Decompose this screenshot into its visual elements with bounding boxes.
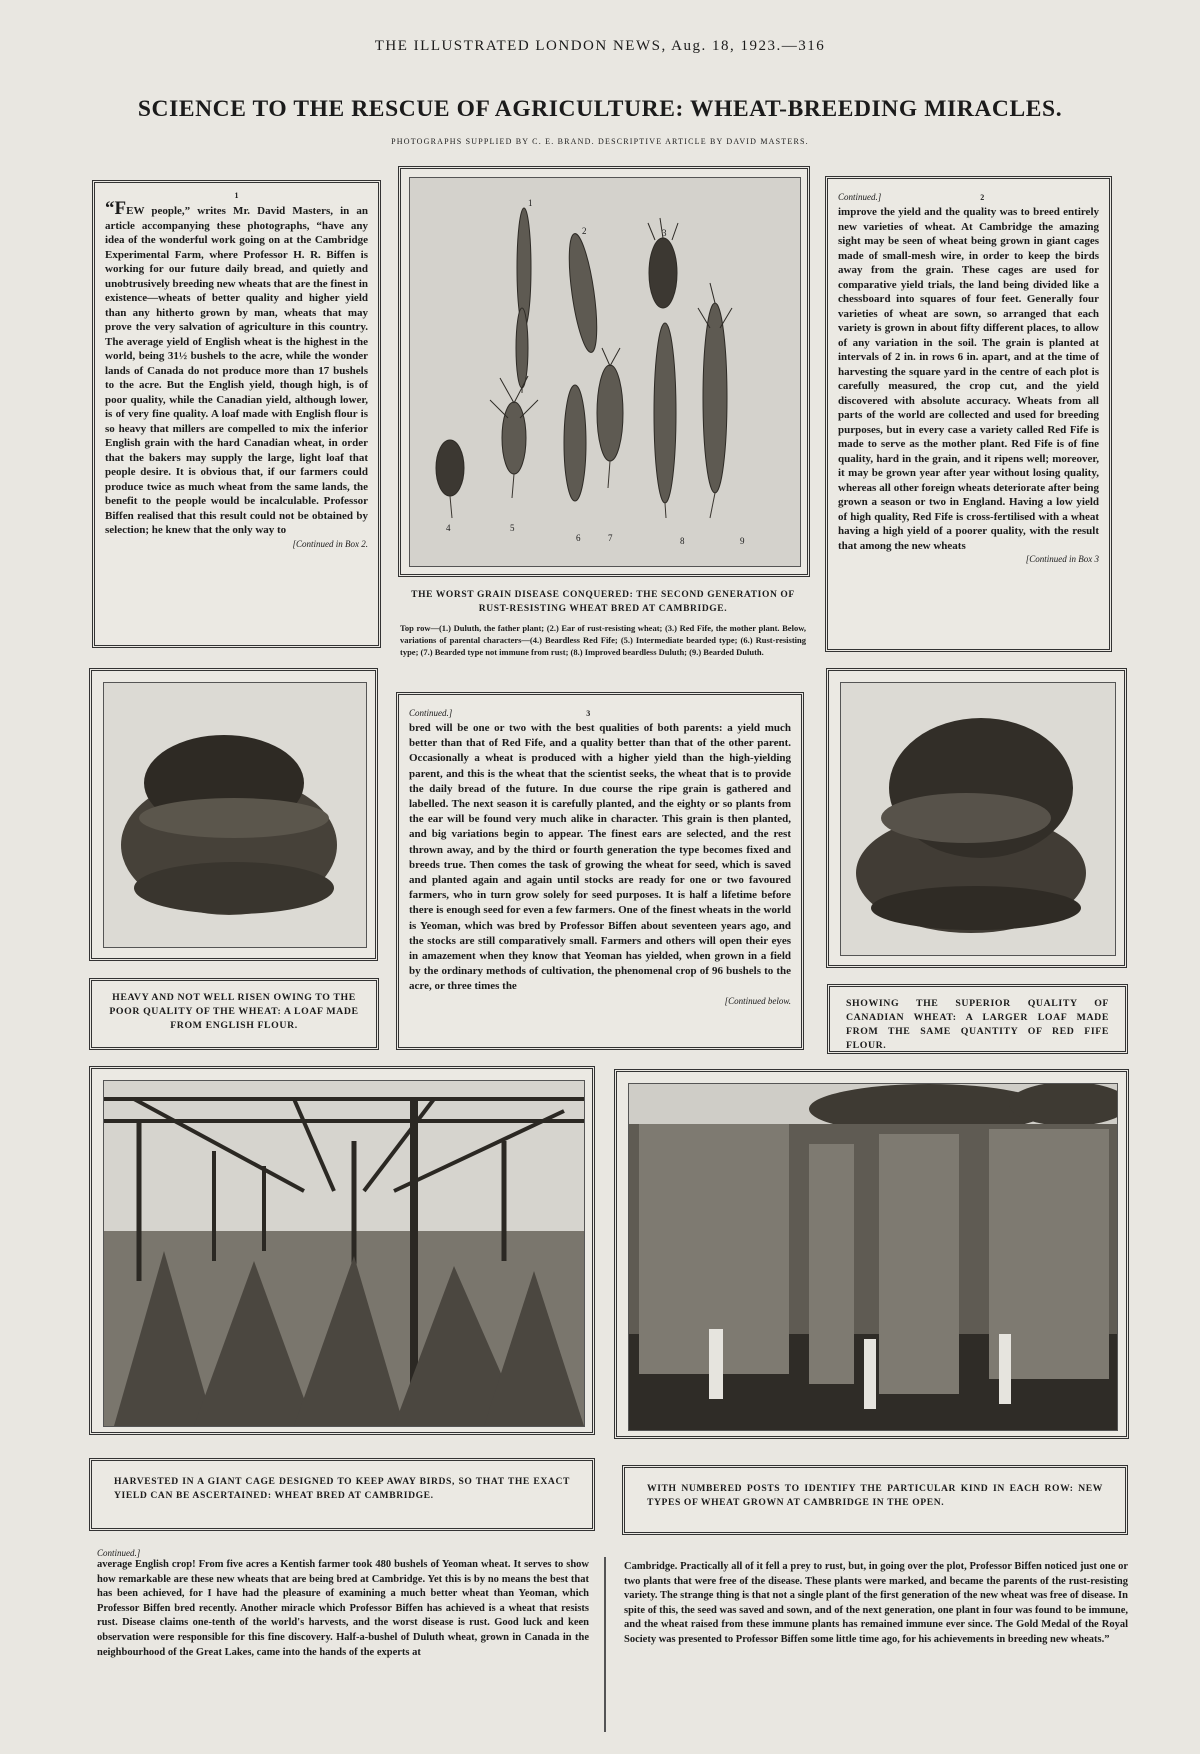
page-header: THE ILLUSTRATED LONDON NEWS, Aug. 18, 1923.—316 [374,38,826,54]
field-illustration [629,1084,1117,1430]
english-loaf-caption: HEAVY AND NOT WELL RISEN OWING TO THE POOR QUALITY OF THE WHEAT: A LOAF MADE FROM ENGLISH FLOUR. [109,992,359,1031]
field-caption: WITH NUMBERED POSTS TO IDENTIFY THE PARTICULAR KIND IN EACH ROW: NEW TYPES OF WHEAT GROWN AT CAMBRIDGE IN THE OPEN. [647,1483,1103,1508]
english-loaf-photo [103,682,367,948]
continued-label: Continued.] [97,1548,141,1558]
ear-number-4: 4 [446,523,451,533]
field-photo-frame [614,1069,1129,1439]
canadian-loaf-caption-box [827,984,1128,1054]
article-box-3 [396,692,804,1050]
cage-photo [103,1080,585,1427]
continued-label: Continued.] [838,192,882,202]
english-loaf-caption-box [89,978,379,1050]
article-box-2 [825,176,1112,652]
wheat-ears-illustration [410,178,800,566]
article-box-1 [92,180,381,648]
wheat-ears-photo-frame [398,166,810,577]
box-3-heading [409,703,791,721]
field-caption-box [622,1465,1128,1535]
english-loaf-illustration [104,683,366,947]
canadian-loaf-illustration [841,683,1115,955]
continued-note: [Continued below. [724,995,791,1006]
canadian-loaf-caption: SHOWING THE SUPERIOR QUALITY OF CANADIAN WHEAT: A LARGER LOAF MADE FROM THE SAME QUANTITY OF RED FIFE FLOUR. [846,998,1109,1051]
ear-number-3: 3 [662,228,667,238]
wheat-ears-caption: THE WORST GRAIN DISEASE CONQUERED: THE SECOND GENERATION OF RUST-RESISTING WHEAT BRED AT CAMBRIDGE. [411,590,795,614]
wheat-ears-caption-block [400,588,806,678]
box-number: 3 [586,709,591,718]
ear-number-2: 2 [582,226,587,236]
box-1-text [105,198,368,538]
continued-label: Continued.] [409,708,453,718]
continued-note: [Continued in Box 2. [292,538,368,549]
box-3-body: bred will be one or two with the best qualities of both parents: a yield much better than that of Red Fife, and a quality better than that of the other parent. Occasionally a wheat is produced with a higher yield than the high-yielding parent, and this is the wheat that the scientist seeks, the wheat that is to provide the daily bread of the future. In due course the ripe grain is gathered and labelled. The next season it is carefully planted, and the eighty or so plants from the ear will be found very much alike in character. This grain is then planted, and big variations begin to appear. The finest ears are selected, and the rest thrown away, and by the third or fourth generation the type becomes fixed and breeds true. Then comes the task of growing the wheat for seed, which is saved and planted again and again until stocks are ready for one or two favoured farmers, who in turn grow solely for seed purposes. It is half a lifetime before there is enough seed for even a few farmers. One of the finest wheats in the world is Yeoman, which was bred by Professor Biffen about seventeen years ago, and the stocks are still comparatively small. Farmers and others will open their eyes in amazement when they know that Yeoman has yielded, when grown in a field by the ordinary methods of cultivation, the phenomenal crop of 96 bushels to the acre, or three times the [409,722,791,993]
box-2-heading [838,187,1099,205]
cage-photo-frame [89,1066,595,1435]
ear-number-6: 6 [576,533,581,543]
bottom-column-2-text: Cambridge. Practically all of it fell a prey to rust, but, in going over the plot, Professor Biffen noticed just one or two plants that were free of the disease. These plants were marked, and became the parents of the rust-resisting variety. The strange thing is that not a single plant of the first generation of the new wheat was free of disease. In spite of this, the seed was saved and sown, and of the next generation, one plant in four was found to be immune, and the wheat raised from these immune plants has remained immune ever since. The Gold Medal of the Royal Society was presented to Professor Biffen some little time ago, for his achievements in breeding new wheats.” [624,1561,1128,1645]
continued-note: [Continued in Box 3 [1025,554,1099,564]
english-loaf-photo-frame [89,668,378,961]
ear-number-5: 5 [510,523,515,533]
box-number: 1 [234,191,239,200]
box-1-body: EW people,” writes Mr. David Masters, in an article accompanying these photographs, “have any idea of the wonderful work going on at the Cambridge Experimental Farm, where Professor H. R. Biffen is working for our future daily bread, and quietly and unobtrusively breeding new wheats that are the finest in existence—wheats of better quality and higher yield than any hitherto grown by man, wheats that may prove the very salvation of agriculture in this country. The average yield of English wheat is the highest in the world, being 31½ bushels to the acre, while the wonder lands of Canada do not produce more than 17 bushels to the acre. But the English yield, though high, is of poor quality, while the Canadian yield, although lower, is of very fine quality. A loaf made with English flour is so heavy that millers are compelled to mix the inferior English grain with the hard Canadian wheat, in order that the bakers may supply the large, light loaf that people desire. It is obvious that, if our farmers could produce twice as much wheat from the same lands, the benefit to the people would be incalculable. Professor Biffen realised that this result could not be obtained by selection; he knew that the only way to [105,205,368,536]
box-number: 2 [980,193,985,202]
ear-number-8: 8 [680,536,685,546]
ear-number-9: 9 [740,536,745,546]
drop-cap: “F [105,198,127,219]
page-title: SCIENCE TO THE RESCUE OF AGRICULTURE: WHEAT-BREEDING MIRACLES. [137,96,1063,122]
box-2-body: improve the yield and the quality was to breed entirely new varieties of wheat. At Cambridge the amazing sight may be seen of wheat being grown in giant cages made of small-mesh wire, in order to keep the birds away from the grain. These cages are used for comparative yield trials, the land being divided like a chessboard into squares of four feet. Generally four varieties of wheat are sown, so arranged that each variety is grown in about fifty different places, to allow of any variation in the soil. The grain is planted at intervals of 2 in. in rows 6 in. apart, and at the time of harvesting the square yard in the centre of each plot is carefully measured, the crop cut, and the yield discovered with absolute accuracy. Wheats from all parts of the world are collected and used for breeding purposes, but in every case a variety called Red Fife is made to serve as the mother plant. Red Fife is of fine quality, hard in the grain, and it ripens well; moreover, it may be grown year after year without losing quality, whereas all other foreign wheats deteriorate after being grown a season or two in England. Having a low yield of high quality, Red Fife is cross-fertilised with a wheat having a high yield of a poorer quality, with the result that among the new wheats [838,206,1099,552]
field-photo [628,1083,1118,1431]
cage-caption-box [89,1458,595,1531]
column-divider [604,1557,606,1732]
ear-number-7: 7 [608,533,613,543]
bottom-column-1 [97,1548,589,1748]
wheat-ears-subcaption: Top row—(1.) Duluth, the father plant; (2.) Ear of rust-resisting wheat; (3.) Red Fife, the mother plant. Below, variations of parental characters—(4.) Beardless Red Fife; (5.) Intermediate bearded type; (6.) Rust-resisting type; (7.) Bearded type not immune from rust; (8.) Improved beardless Duluth; (9.) Bearded Duluth. [400,623,806,657]
cage-caption: HARVESTED IN A GIANT CAGE DESIGNED TO KEEP AWAY BIRDS, SO THAT THE EXACT YIELD CAN BE ASCERTAINED: WHEAT BRED AT CAMBRIDGE. [114,1476,570,1501]
ear-number-1: 1 [528,198,533,208]
bottom-column-2 [624,1560,1128,1750]
page-credits: PHOTOGRAPHS SUPPLIED BY C. E. BRAND. DESCRIPTIVE ARTICLE BY DAVID MASTERS. [391,137,809,146]
canadian-loaf-photo [840,682,1116,956]
bottom-column-1-text: average English crop! From five acres a Kentish farmer took 480 bushels of Yeoman wheat. It serves to show how remarkable are these new wheats that are being bred at Cambridge. Yet this is by no means the best that has been achieved, for I have had the pleasure of examining a much better wheat than Yeoman, which Professor Biffen bred recently. Another miracle which Professor Biffen has achieved is a wheat that resists rust. Disease claims one-tenth of the world's harvests, and the worst disease is rust. Good luck and keen observation were responsible for this fine discovery. Half-a-bushel of Duluth wheat, grown in Canada in the neighbourhood of the Great Lakes, came into the hands of the experts at [97,1559,589,1658]
wheat-ears-photo [409,177,801,567]
canadian-loaf-photo-frame [826,668,1127,968]
cage-illustration [104,1081,584,1426]
